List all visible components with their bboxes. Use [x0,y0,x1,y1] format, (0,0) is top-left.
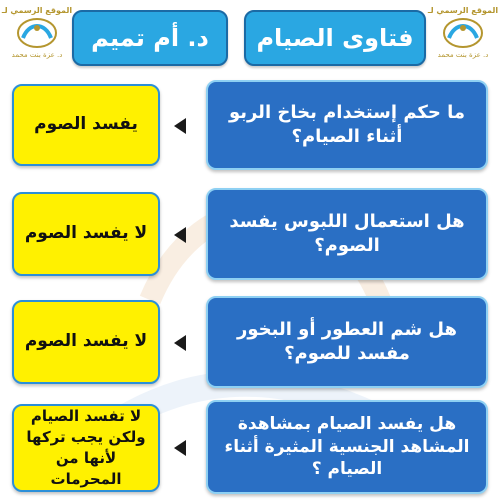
arrow-icon [174,118,186,134]
question-text: هل يفسد الصيام بمشاهدة المشاهد الجنسية المثيرة أثناء الصيام ؟ [224,413,470,480]
logo-right [427,6,499,68]
author-name: د. أم تميم [91,24,209,52]
logo-emblem-icon [15,16,59,50]
answer-box [12,300,160,384]
answer-text: لا يفسد الصوم [24,331,148,352]
answer-text: لا يفسد الصوم [24,223,148,244]
logo-emblem-icon [441,16,485,50]
question-text: هل استعمال اللبوس يفسد الصوم؟ [229,210,465,256]
logo-left [1,6,73,68]
question-box [206,188,488,280]
logo-bottom-text: د. عزة بنت محمد [437,51,489,59]
logo-top-text: الموقع الرسمي لـ [1,6,73,15]
answer-text: لا تفسد الصيام ولكن يجب تركها لأنها من المحرمات [26,407,146,488]
page-title: فتاوى الصيام [256,24,414,52]
question-text: هل شم العطور أو البخور مفسد للصوم؟ [237,318,457,364]
answer-box [12,192,160,276]
arrow-icon [174,440,186,456]
author-banner [72,10,228,66]
arrow-icon [174,335,186,351]
question-text: ما حكم إستخدام بخاخ الربو أثناء الصيام؟ [228,101,466,147]
question-box [206,296,488,388]
arrow-icon [174,227,186,243]
question-box [206,400,488,494]
logo-top-text: الموقع الرسمي لـ [427,6,499,15]
question-box [206,80,488,170]
title-banner [244,10,426,66]
logo-bottom-text: د. عزة بنت محمد [11,51,63,59]
answer-text: يفسد الصوم [34,114,138,135]
answer-box [12,84,160,166]
answer-box [12,404,160,492]
